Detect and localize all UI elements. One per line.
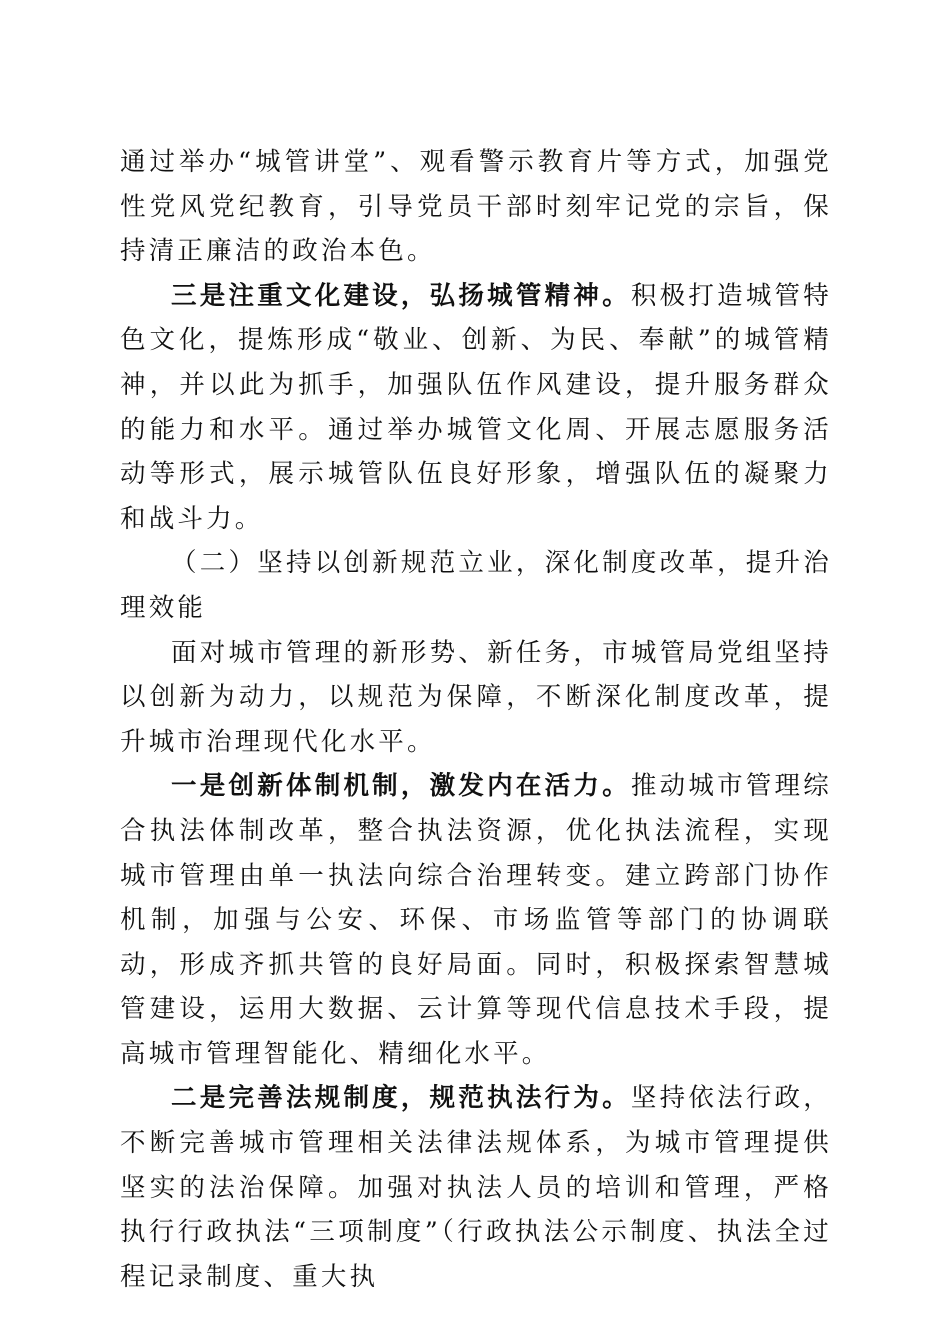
paragraph-lead: 二是完善法规制度，规范执法行为。: [171, 1083, 631, 1114]
paragraph-text: 通过举办“城管讲堂”、观看警示教育片等方式，加强党性党风党纪教育，引导党员干部时刻牢记党的宗旨，保持清正廉洁的政治本色。: [120, 147, 832, 267]
paragraph-text: 坚持依法行政，不断完善城市管理相关法律法规体系，为城市管理提供坚实的法治保障。加强对执法人员的培训和管理，严格执行行政执法“三项制度”（行政执法公示制度、执法全过程记录制度、重大执: [120, 1083, 833, 1292]
paragraph-text: 面对城市管理的新形势、新任务，市城管局党组坚持以创新为动力，以规范为保障，不断深化制度改革，提升城市治理现代化水平。: [120, 637, 832, 757]
paragraph-innovation: [120, 764, 832, 1076]
paragraph-text: 推动城市管理综合执法体制改革，整合执法资源，优化执法流程，实现城市管理由单一执法向综合治理转变。建立跨部门协作机制，加强与公安、环保、市场监管等部门的协调联动，形成齐抓共管的良好局面。同时，积极探索智慧城管建设，运用大数据、云计算等现代信息技术手段，提高城市管理智能化、精细化水平。: [120, 771, 833, 1069]
section-heading: [120, 541, 832, 630]
document-body: [120, 140, 832, 1299]
paragraph-lead: 三是注重文化建设，弘扬城管精神。: [171, 280, 631, 311]
paragraph-regulation: [120, 1076, 832, 1299]
paragraph-continuation: [120, 140, 832, 274]
heading-text: （二）坚持以创新规范立业，深化制度改革，提升治理效能: [120, 548, 832, 623]
paragraph-lead: 一是创新体制机制，激发内在活力。: [171, 771, 631, 802]
paragraph-text: 积极打造城管特色文化，提炼形成“敬业、创新、为民、奉献”的城管精神，并以此为抓手，加强队伍作风建设，提升服务群众的能力和水平。通过举办城管文化周、开展志愿服务活动等形式，展示城管队伍良好形象，增强队伍的凝聚力和战斗力。: [120, 280, 833, 534]
paragraph-culture-building: [120, 274, 832, 542]
paragraph-intro: [120, 631, 832, 765]
